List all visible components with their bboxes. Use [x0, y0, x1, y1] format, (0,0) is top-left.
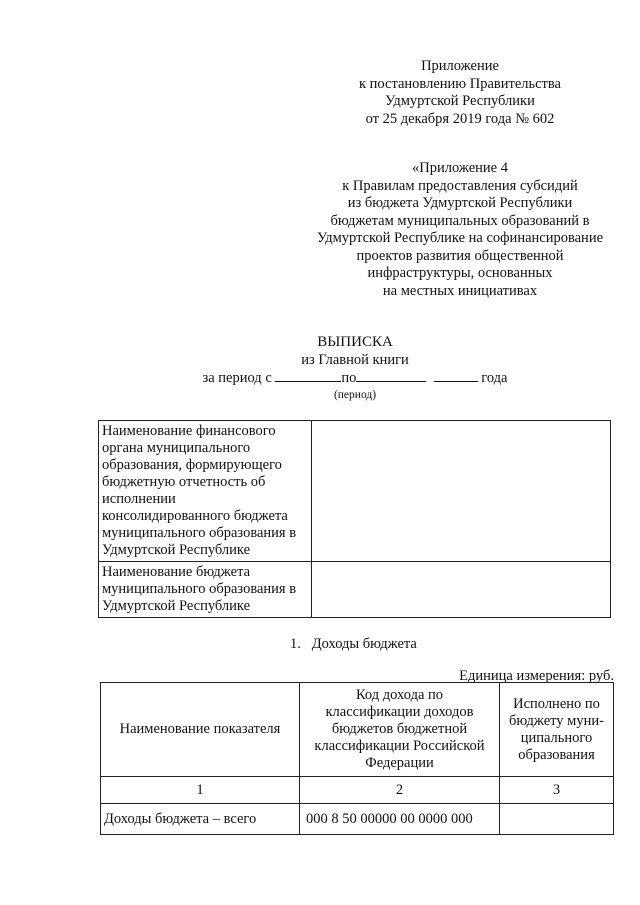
- label-line: муниципального образования в: [102, 581, 297, 597]
- rules-line: на местных инициативах: [382, 282, 538, 299]
- label-line: Удмуртской Республике: [102, 598, 251, 614]
- appendix-line: от 25 декабря 2019 года № 602: [365, 110, 555, 127]
- header-line: Федерации: [365, 755, 434, 771]
- header-line: классификации Российской: [314, 738, 485, 754]
- info-label-finance-body: [99, 421, 312, 562]
- section-number: 1.: [290, 636, 301, 652]
- document-title: [100, 334, 610, 402]
- header-line: Исполнено по: [513, 695, 600, 712]
- info-label-budget-name: [99, 562, 312, 618]
- row-indicator-name: Доходы бюджета – всего: [101, 804, 300, 835]
- section-title: Доходы бюджета: [311, 636, 417, 652]
- label-line: муниципального образования в: [102, 525, 297, 541]
- appendix-header: [300, 58, 620, 128]
- rules-line: к Правилам предоставления субсидий: [342, 177, 578, 194]
- rules-header: [300, 160, 620, 300]
- title-main: ВЫПИСКА: [317, 334, 393, 350]
- label-line: органа муниципального: [102, 440, 251, 456]
- header-line: бюджетов бюджетной: [331, 721, 468, 737]
- rules-line: «Приложение 4: [412, 160, 508, 176]
- label-line: Наименование бюджета: [102, 564, 251, 580]
- header-line: классификации доходов: [325, 704, 474, 720]
- header-line: образования: [518, 746, 595, 763]
- appendix-line: к постановлению Правительства: [359, 75, 561, 92]
- info-value-budget-name[interactable]: [312, 562, 611, 618]
- label-line: образования, формирующего: [102, 457, 282, 473]
- rules-line: Удмуртской Республике на софинансирование: [316, 230, 604, 246]
- label-line: исполнении: [102, 491, 176, 507]
- period-start-blank[interactable]: [275, 369, 341, 382]
- header-executed: [500, 683, 614, 777]
- period-prefix: за период с: [202, 370, 272, 386]
- period-mid: по: [341, 370, 357, 386]
- header-indicator-name: [101, 683, 300, 777]
- info-row-budget-name: [99, 562, 611, 618]
- table-row: [101, 804, 614, 835]
- label-line: бюджетную отчетность об: [102, 474, 266, 490]
- period-year-blank[interactable]: [434, 369, 478, 382]
- rules-line: из бюджета Удмуртской Республики: [347, 195, 573, 211]
- period-hint: (период): [333, 388, 377, 401]
- income-table: [100, 682, 614, 835]
- column-number-row: [101, 777, 614, 804]
- row-income-code: 000 8 50 00000 00 0000 000: [300, 804, 500, 835]
- rules-line: бюджетам муниципальных образований в: [330, 212, 590, 229]
- header-line: бюджету муни-: [509, 712, 604, 729]
- appendix-line: Удмуртской Республики: [385, 93, 535, 109]
- section-heading: [290, 636, 417, 653]
- row-executed-value[interactable]: [500, 804, 614, 835]
- income-header-row: [101, 683, 614, 777]
- info-table: [98, 420, 611, 618]
- label-line: Удмуртской Республике: [102, 542, 251, 558]
- column-number: 3: [500, 777, 614, 804]
- column-number: 1: [101, 777, 300, 804]
- appendix-line: Приложение: [421, 58, 499, 74]
- header-income-code: [300, 683, 500, 777]
- header-line: Код дохода по: [355, 687, 444, 703]
- period-line: [100, 369, 610, 388]
- period-end-blank[interactable]: [356, 369, 426, 382]
- rules-line: инфраструктуры, основанных: [367, 265, 553, 281]
- header-line: ципального: [520, 729, 593, 746]
- label-line: Наименование финансового: [102, 423, 276, 439]
- column-number: 2: [300, 777, 500, 804]
- units-label: Единица измерения: руб.: [459, 668, 614, 684]
- title-sub: из Главной книги: [301, 351, 409, 368]
- info-row-finance-body: [99, 421, 611, 562]
- rules-line: проектов развития общественной: [356, 247, 564, 264]
- label-line: консолидированного бюджета: [102, 508, 288, 524]
- header-line: Наименование показателя: [119, 721, 281, 737]
- info-value-finance-body[interactable]: [312, 421, 611, 562]
- period-suffix: года: [481, 370, 508, 386]
